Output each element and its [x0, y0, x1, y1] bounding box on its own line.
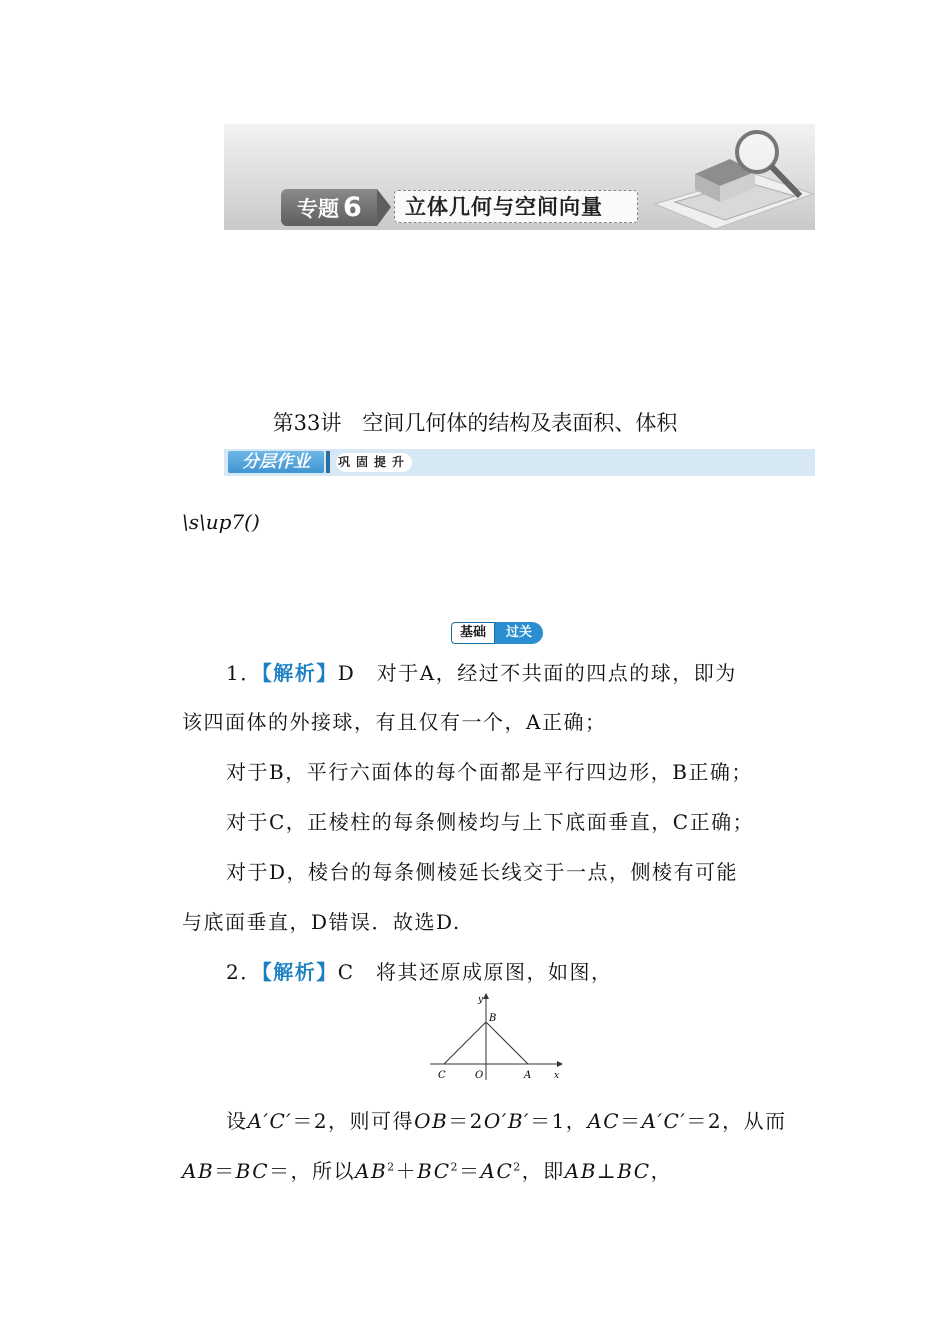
analysis-tag: 【解析】	[261, 661, 338, 685]
section-strip	[224, 449, 815, 476]
house-magnifier-illustration	[635, 124, 815, 230]
p1-line3: 对于B，平行六面体的每个面都是平行四边形，B正确；	[226, 760, 753, 784]
p1-line4: 对于C，正棱柱的每条侧棱均与上下底面垂直，C正确；	[226, 810, 755, 834]
p2-answer: C	[337, 960, 355, 984]
section-badge	[451, 622, 543, 644]
topic-badge-number: 6	[343, 192, 362, 223]
p2-line2: 设A′C′＝2，则可得OB＝2O′B′＝1，AC＝A′C′＝2，从而	[226, 1109, 787, 1133]
topic-title: 立体几何与空间向量	[394, 190, 638, 223]
topic-badge	[281, 189, 377, 226]
coordinate-figure	[428, 990, 568, 1082]
analysis-tag: 【解析】	[261, 960, 338, 984]
label-o: O	[475, 1070, 484, 1081]
lecture-title: 第33讲 空间几何体的结构及表面积、体积	[272, 411, 678, 435]
raw-field-code: \s\up7()	[182, 510, 260, 534]
strip-tag-main: 分层作业	[228, 451, 324, 473]
p2-line3: AB＝BC＝，所以$AB^2+BC^2=AC^2$，即AB⊥BC，	[182, 1159, 673, 1183]
label-x: x	[554, 1071, 560, 1081]
topic-badge-label: 专题	[297, 197, 339, 221]
segment-ba	[486, 1022, 528, 1064]
badge-arrow	[377, 189, 391, 226]
section-badge-left: 基础	[451, 622, 495, 644]
label-c: C	[438, 1070, 446, 1081]
segment-cb	[444, 1022, 486, 1064]
p1-line6: 与底面垂直，D错误．故选D.	[182, 910, 461, 934]
label-a: A	[524, 1070, 532, 1081]
label-y: y	[478, 995, 484, 1005]
chapter-banner	[224, 124, 815, 230]
p1-line2: 该四面体的外接球，有且仅有一个，A正确；	[182, 710, 607, 734]
p1-answer: D	[337, 661, 356, 685]
label-b: B	[489, 1013, 497, 1024]
strip-tag-sub: 巩固提升	[332, 453, 426, 472]
strip-divider	[326, 451, 330, 473]
p1-line1: 1．【解析】D 对于A，经过不共面的四点的球，即为	[226, 661, 737, 685]
section-badge-right: 过关	[495, 622, 543, 644]
p1-line5: 对于D，棱台的每条侧棱延长线交于一点，侧棱有可能	[226, 860, 739, 884]
p2-line1: 2．【解析】C 将其还原成原图，如图，	[226, 960, 613, 984]
